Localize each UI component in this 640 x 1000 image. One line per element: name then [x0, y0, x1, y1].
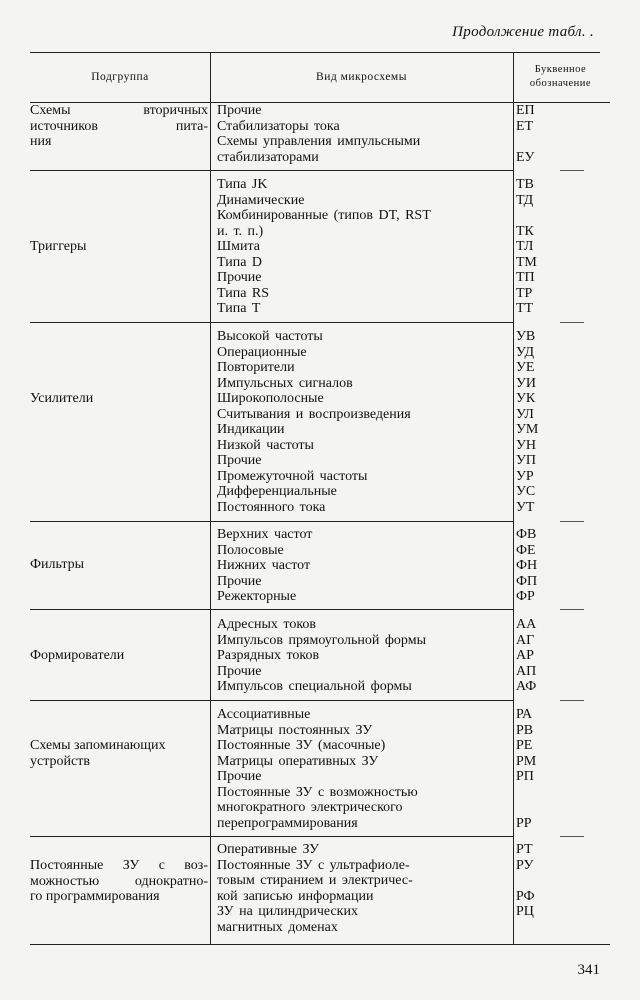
code-list-triggers [516, 177, 596, 317]
code-item: РЕ [516, 738, 533, 753]
list-item: Прочие [217, 769, 262, 784]
code-item: ЕТ [516, 118, 534, 134]
kind-list-memory [217, 707, 511, 831]
code-item: ТВ [516, 177, 534, 192]
code-item: УН [516, 437, 537, 453]
table-bottom-rule [30, 944, 610, 945]
group-name-power [30, 103, 208, 150]
code-item: ЕП [516, 103, 535, 118]
list-item: Прочие [217, 270, 262, 285]
list-item: Режекторные [217, 589, 297, 604]
group-name-triggers [30, 239, 208, 255]
code-item: АГ [516, 632, 535, 648]
list-item: Прочие [217, 663, 262, 679]
list-item: Широкополосные [217, 391, 324, 406]
group-name-line: Постоянные ЗУ с воз- [30, 858, 208, 873]
list-item: Динамические [217, 192, 305, 208]
list-item: Прочие [217, 453, 262, 468]
code-item [516, 920, 596, 936]
list-item: многократного электрического [217, 800, 403, 815]
group-separator [30, 836, 513, 837]
list-item: Дифференциальные [217, 484, 337, 499]
code-item: ТМ [516, 254, 537, 270]
code-item: РВ [516, 722, 534, 738]
group-name-amplifiers [30, 391, 208, 407]
list-item: Прочие [217, 103, 262, 118]
list-item: магнитных доменах [217, 919, 338, 935]
code-item: УД [516, 344, 535, 360]
code-item: РТ [516, 842, 533, 857]
list-item: стабилизаторами [217, 149, 319, 165]
header-kind: Вид микросхемы [316, 71, 407, 83]
code-item: РУ [516, 857, 534, 873]
code-item: ФВ [516, 527, 537, 542]
list-item: Импульсных сигналов [217, 375, 353, 391]
code-item [516, 873, 596, 889]
list-item: Типа D [217, 254, 263, 270]
group-separator [30, 521, 513, 522]
group-name-filters [30, 557, 208, 573]
list-item: Адресных токов [217, 617, 317, 632]
code-item: РЦ [516, 904, 534, 919]
code-item: УР [516, 468, 534, 484]
list-item: Промежуточной частоты [217, 468, 368, 484]
group-name-line: Усилители [30, 391, 94, 406]
list-item: Постоянные ЗУ (масочные) [217, 738, 386, 753]
group-name-line: Схемы запоминающих [30, 738, 166, 753]
group-name-shapers [30, 648, 208, 664]
kind-list-shapers [217, 617, 511, 695]
code-item: УВ [516, 329, 536, 344]
page-number: 341 [577, 962, 600, 978]
continuation-label: Продолжение табл. . [452, 24, 594, 40]
header-subgroup: Подгруппа [91, 71, 149, 83]
code-list-prom [516, 842, 596, 935]
group-name-line: го программирования [30, 889, 160, 904]
code-item: АР [516, 648, 534, 663]
code-item: ТД [516, 192, 534, 208]
code-item: УЛ [516, 406, 534, 422]
group-name-line: ния [30, 134, 52, 149]
list-item: Схемы управления импульсными [217, 134, 421, 149]
list-item: Типа RS [217, 285, 270, 301]
group-separator [30, 700, 513, 701]
code-item: РМ [516, 753, 537, 769]
code-item: РФ [516, 888, 535, 904]
code-item: УЕ [516, 360, 535, 375]
code-item: АП [516, 663, 537, 679]
list-item: Шмита [217, 239, 260, 254]
kind-list-prom [217, 842, 511, 935]
code-item: ТР [516, 285, 533, 301]
list-item: Полосовые [217, 542, 284, 558]
code-item: РП [516, 769, 534, 784]
column-divider-2 [513, 52, 514, 944]
list-item: Матрицы постоянных ЗУ [217, 722, 373, 738]
list-item: Низкой частоты [217, 437, 314, 453]
group-separator-dash [560, 609, 584, 610]
code-item: ТЛ [516, 239, 534, 254]
list-item: Ассоциативные [217, 707, 311, 722]
kind-list-power [217, 103, 511, 165]
list-item: Разрядных токов [217, 648, 320, 663]
code-item: ФР [516, 589, 535, 604]
code-list-memory [516, 707, 596, 831]
code-list-amplifiers [516, 329, 596, 515]
header-letter-code [513, 52, 608, 102]
kind-list-triggers [217, 177, 511, 317]
group-name-line: Формирователи [30, 648, 125, 663]
code-item: ТП [516, 270, 535, 285]
group-separator-dash [560, 521, 584, 522]
kind-list-filters [217, 527, 511, 605]
list-item: Стабилизаторы тока [217, 118, 340, 134]
list-item: и. т. п.) [217, 223, 264, 239]
code-item: ТК [516, 223, 534, 239]
group-name-line: Фильтры [30, 557, 85, 572]
code-item: УП [516, 453, 537, 468]
list-item: Матрицы оперативных ЗУ [217, 753, 379, 769]
group-name-line: можностью однократно- [30, 873, 208, 889]
group-separator-dash [560, 322, 584, 323]
header-letter-code-line1: Буквенное [534, 64, 587, 75]
list-item: Импульсов прямоугольной формы [217, 632, 426, 648]
code-list-shapers [516, 617, 596, 695]
kind-list-amplifiers [217, 329, 511, 515]
code-item [516, 785, 596, 801]
code-list-power [516, 103, 596, 165]
code-item: ФП [516, 573, 538, 589]
list-item: Нижних частот [217, 558, 311, 573]
code-item [516, 134, 596, 150]
group-name-line: Триггеры [30, 239, 87, 254]
list-item: товым стиранием и электричес- [217, 873, 413, 888]
list-item: Операционные [217, 344, 307, 360]
list-item: ЗУ на цилиндрических [217, 904, 358, 919]
list-item: Импульсов специальной формы [217, 679, 412, 694]
list-item: Оперативные ЗУ [217, 842, 320, 857]
code-item: УТ [516, 499, 535, 515]
code-item: УМ [516, 422, 539, 437]
list-item: Верхних частот [217, 527, 313, 542]
column-divider-1 [210, 52, 211, 944]
code-item: ТТ [516, 301, 534, 316]
code-item [516, 208, 596, 224]
code-item: РА [516, 707, 533, 722]
list-item: Типа T [217, 301, 261, 316]
code-item: АФ [516, 679, 537, 694]
group-separator [30, 609, 513, 610]
group-separator [30, 322, 513, 323]
group-separator-dash [560, 700, 584, 701]
code-list-filters [516, 527, 596, 605]
list-item: Считывания и воспроизведения [217, 406, 411, 422]
list-item: Постоянного тока [217, 499, 326, 515]
group-name-memory [30, 738, 208, 769]
list-item: перепрограммирования [217, 815, 358, 831]
group-separator-dash [560, 170, 584, 171]
list-item: Постоянные ЗУ с возможностью [217, 784, 418, 800]
code-item: УИ [516, 375, 537, 391]
group-separator-dash [560, 836, 584, 837]
code-item: РР [516, 815, 532, 831]
list-item: кой записью информации [217, 888, 374, 904]
header-letter-code-line2: обозначение [529, 78, 592, 89]
code-item: ЕУ [516, 149, 535, 165]
code-item: УС [516, 484, 536, 499]
list-item: Постоянные ЗУ с ультрафиоле- [217, 857, 410, 873]
list-item: Индикации [217, 422, 285, 437]
code-item: УК [516, 391, 536, 406]
list-item: Повторители [217, 360, 295, 375]
code-item: ФН [516, 558, 538, 573]
group-separator [30, 170, 513, 171]
list-item: Типа JK [217, 177, 268, 192]
code-item: АА [516, 617, 537, 632]
group-name-line: источников пита- [30, 118, 208, 134]
list-item: Высокой частоты [217, 329, 323, 344]
list-item: Комбинированные (типов DT, RST [217, 208, 431, 223]
list-item: Прочие [217, 573, 262, 589]
code-item [516, 800, 596, 816]
group-name-prom [30, 858, 208, 905]
group-name-line: устройств [30, 753, 90, 769]
group-name-line: Схемы вторичных [30, 103, 208, 118]
code-item: ФЕ [516, 542, 536, 558]
